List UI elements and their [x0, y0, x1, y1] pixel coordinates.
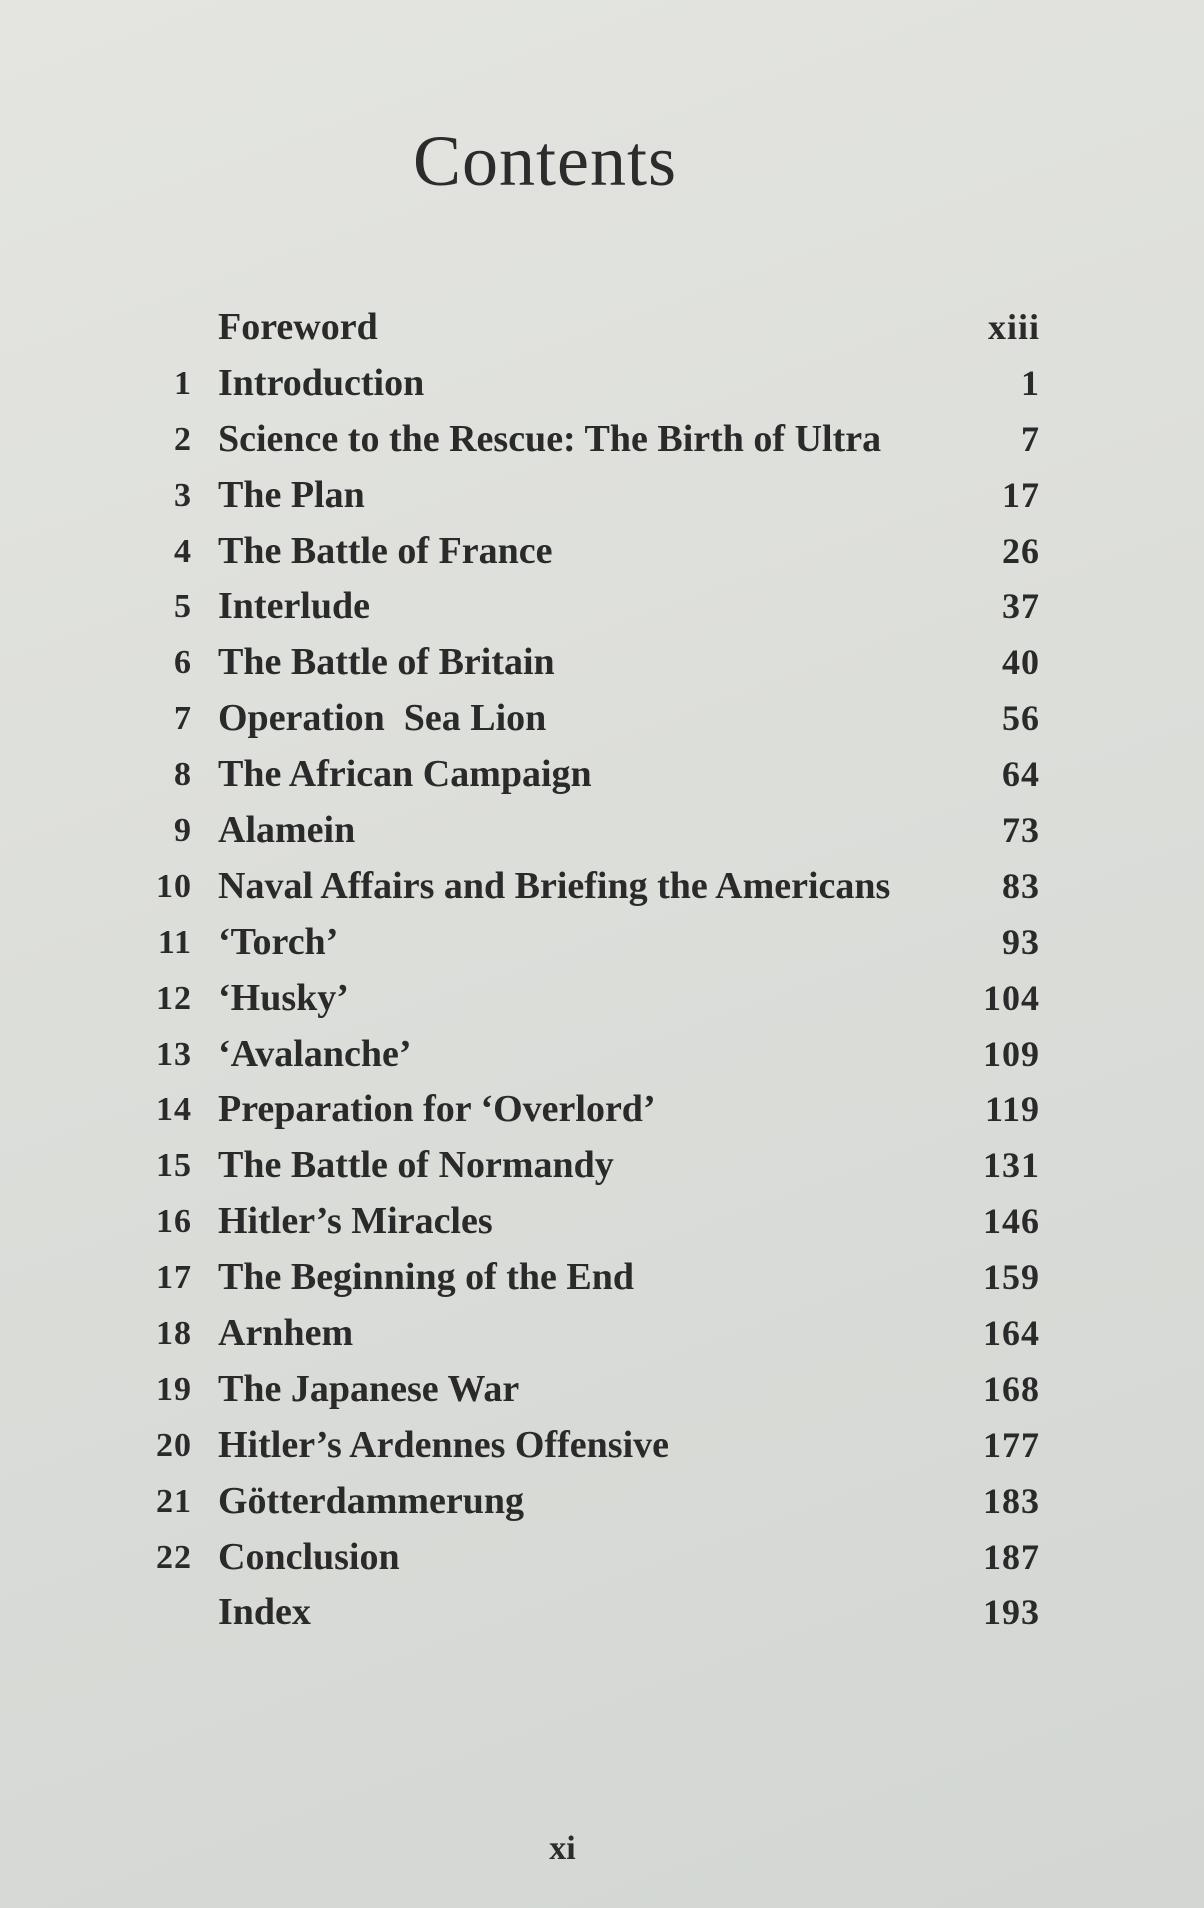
chapter-number: 19 [156, 1370, 192, 1408]
toc-entry [140, 1027, 1040, 1083]
chapter-title: The African Campaign [218, 753, 592, 796]
page-number: xiii [987, 307, 1040, 347]
chapter-number: 15 [156, 1147, 192, 1185]
toc-entry [140, 1082, 1040, 1138]
chapter-title: The Battle of Britain [218, 641, 555, 684]
page-number: 131 [983, 1145, 1040, 1186]
page-number: 26 [1002, 530, 1040, 571]
page-number: 104 [983, 977, 1040, 1018]
chapter-title: Conclusion [218, 1535, 400, 1578]
table-of-contents [140, 300, 1040, 1641]
toc-entry [140, 1362, 1040, 1418]
chapter-title: Introduction [218, 361, 425, 404]
page-number: 119 [984, 1089, 1040, 1130]
chapter-number: 10 [156, 867, 192, 905]
chapter-title: ‘Husky’ [218, 976, 349, 1019]
toc-entry [140, 1194, 1040, 1250]
page-number: 146 [983, 1201, 1040, 1242]
chapter-title: ‘Avalanche’ [218, 1032, 412, 1075]
chapter-number: 21 [156, 1482, 192, 1520]
page-title: Contents [412, 121, 677, 201]
chapter-title: Foreword [218, 306, 378, 348]
toc-entry [140, 691, 1040, 747]
chapter-number: 2 [174, 420, 192, 458]
chapter-title: Götterdammerung [218, 1479, 525, 1522]
page-number: 7 [1021, 418, 1040, 459]
toc-entry [140, 468, 1040, 524]
chapter-number: 16 [156, 1203, 192, 1241]
chapter-number: 11 [157, 923, 192, 961]
page-number: 164 [983, 1313, 1040, 1354]
chapter-number: 1 [174, 364, 192, 402]
page-number: 193 [983, 1592, 1040, 1633]
page-number: 1 [1021, 362, 1040, 403]
chapter-number: 7 [174, 700, 192, 738]
chapter-title: Hitler’s Miracles [218, 1200, 493, 1243]
toc-entry [140, 1250, 1040, 1306]
chapter-title: Arnhem [218, 1312, 354, 1355]
toc-entry [140, 1474, 1040, 1530]
page-folio: xi [549, 1830, 576, 1867]
chapter-number: 9 [174, 812, 192, 850]
toc-entry [140, 971, 1040, 1027]
chapter-title: The Battle of Normandy [218, 1144, 614, 1187]
page-number: 177 [983, 1424, 1040, 1465]
chapter-title: The Japanese War [218, 1367, 520, 1410]
chapter-title: Operation Sea Lion [218, 697, 547, 740]
chapter-number: 20 [156, 1426, 192, 1464]
chapter-title: Hitler’s Ardennes Offensive [218, 1423, 669, 1466]
page-number: 40 [1002, 642, 1040, 683]
toc-entry [140, 1138, 1040, 1194]
page-number: 83 [1002, 865, 1040, 906]
chapter-number: 13 [156, 1035, 192, 1073]
chapter-number: 14 [156, 1091, 192, 1129]
chapter-title: The Battle of France [218, 529, 553, 572]
chapter-number: 4 [174, 532, 192, 570]
chapter-title: Alamein [218, 809, 356, 852]
chapter-number: 12 [156, 979, 192, 1017]
chapter-title: Science to the Rescue: The Birth of Ultra [218, 417, 882, 460]
chapter-number: 6 [174, 644, 192, 682]
chapter-title: Naval Affairs and Briefing the Americans [218, 864, 891, 907]
page-number: 159 [983, 1257, 1040, 1298]
toc-entry [140, 579, 1040, 635]
toc-entry [140, 412, 1040, 468]
chapter-title: ‘Torch’ [218, 920, 339, 963]
chapter-number: 22 [156, 1538, 192, 1576]
page-number: 64 [1002, 754, 1040, 795]
toc-entry [140, 524, 1040, 580]
toc-entry [140, 747, 1040, 803]
toc-entry [140, 915, 1040, 971]
page-number: 168 [983, 1368, 1040, 1409]
chapter-title: Preparation for ‘Overlord’ [218, 1088, 656, 1131]
chapter-number: 3 [174, 476, 192, 514]
chapter-title: Interlude [218, 585, 370, 628]
page-number: 183 [983, 1480, 1040, 1521]
page-number: 93 [1002, 921, 1040, 962]
chapter-title: Index [218, 1591, 311, 1634]
chapter-number: 17 [156, 1259, 192, 1297]
toc-entry [140, 1418, 1040, 1474]
chapter-number: 18 [156, 1315, 192, 1353]
toc-entry [140, 803, 1040, 859]
toc-entry [140, 635, 1040, 691]
toc-entry [140, 300, 1040, 356]
page-number: 56 [1002, 698, 1040, 739]
chapter-number: 8 [174, 756, 192, 794]
toc-entry [140, 1585, 1040, 1641]
page-number: 37 [1002, 586, 1040, 627]
chapter-title: The Plan [218, 473, 365, 516]
page-number: 73 [1002, 810, 1040, 851]
toc-entry [140, 1306, 1040, 1362]
chapter-title: The Beginning of the End [218, 1256, 634, 1299]
toc-entry [140, 356, 1040, 412]
page-number: 187 [983, 1536, 1040, 1577]
page-number: 17 [1002, 474, 1040, 515]
toc-entry [140, 1530, 1040, 1586]
page-number: 109 [983, 1033, 1040, 1074]
chapter-number: 5 [174, 588, 192, 626]
toc-entry [140, 859, 1040, 915]
